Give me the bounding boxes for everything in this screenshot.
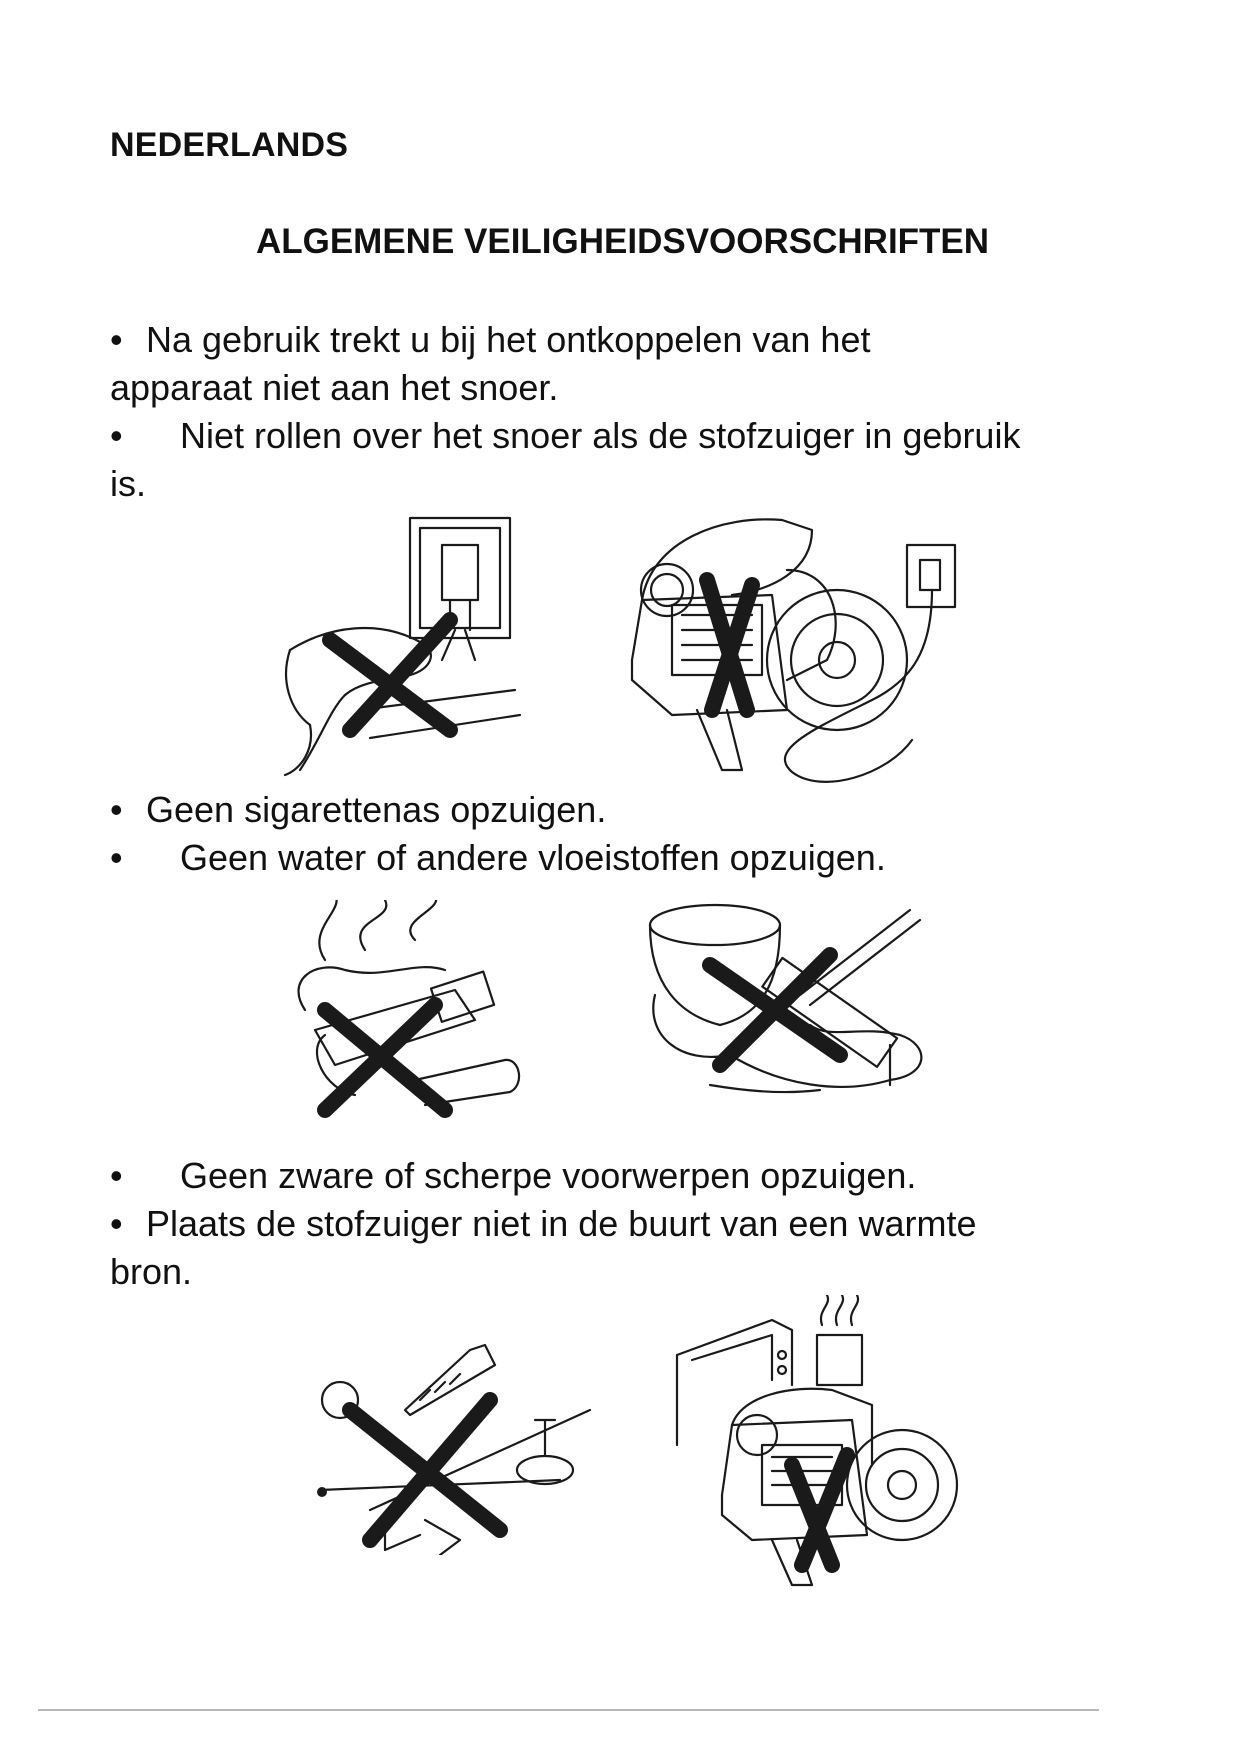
illustration-sharp-objects [310, 1340, 600, 1555]
footer-rule [38, 1709, 1099, 1711]
bullet: • [110, 415, 123, 456]
bullet: • [110, 1203, 123, 1244]
liquids-drawing [640, 895, 940, 1105]
rule-sharp-objects-text: Geen zware of scherpe voorwerpen opzuigen. [180, 1155, 917, 1196]
cigarette-ash-drawing [285, 900, 535, 1125]
bullet: • [110, 319, 123, 360]
rule-cord-line2: is. [110, 463, 146, 504]
page-title [0, 222, 1241, 262]
illustration-heat-source [672, 1295, 962, 1595]
rule-sharp-objects [110, 1152, 1150, 1296]
page-title-text: ALGEMENE VEILIGHEIDSVOORSCHRIFTEN [255, 222, 990, 261]
rule-cord-line1: Niet rollen over het snoer als de stofzuiger in gebruik [180, 415, 1021, 456]
illustration-cigarette-ash [285, 900, 535, 1125]
rule-heat-line2: bron. [110, 1251, 193, 1292]
rule-unplug [110, 316, 1150, 508]
rule-unplug-line2: apparaat niet aan het snoer. [110, 367, 559, 408]
pull-cord-drawing [270, 510, 530, 780]
rule-heat-line1: Plaats de stofzuiger niet in de buurt van een warmte [146, 1203, 977, 1244]
illustration-roll-over-cord [612, 510, 972, 795]
roll-over-cord-drawing [612, 510, 972, 795]
bullet: • [110, 789, 123, 830]
heat-source-drawing [672, 1295, 962, 1595]
rule-ash [110, 786, 1150, 882]
language-heading: NEDERLANDS [110, 126, 349, 164]
bullet: • [110, 1155, 123, 1196]
rule-liquids-text: Geen water of andere vloeistoffen opzuigen. [180, 837, 886, 878]
bullet: • [110, 837, 123, 878]
sharp-objects-drawing [310, 1340, 600, 1555]
rule-unplug-line1: Na gebruik trekt u bij het ontkoppelen van het [146, 319, 871, 360]
illustration-liquids [640, 895, 940, 1105]
rule-ash-text: Geen sigarettenas opzuigen. [146, 789, 607, 830]
illustration-pull-cord [270, 510, 530, 780]
